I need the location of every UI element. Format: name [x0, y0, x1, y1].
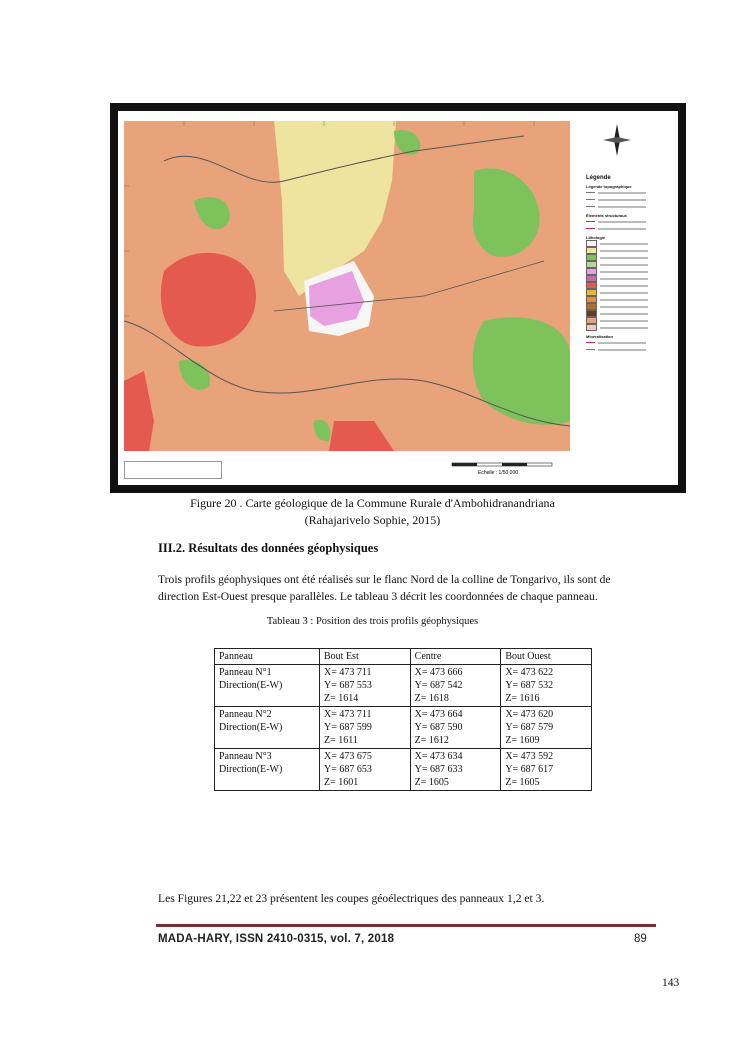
geological-map-figure [110, 103, 686, 493]
column-header: Bout Ouest [501, 649, 592, 665]
legend-section-topo: Légende topographique [586, 184, 632, 189]
north-arrow-icon [602, 123, 632, 157]
table-row [215, 707, 592, 749]
coordinates-table [214, 648, 592, 791]
bout-est-cell: X= 473 675 Y= 687 653 Z= 1601 [320, 749, 411, 791]
column-header: Panneau [215, 649, 320, 665]
panel-cell: Panneau N°1 Direction(E-W) [215, 665, 320, 707]
table-row [215, 749, 592, 791]
table-caption: Tableau 3 : Position des trois profils géophysiques [266, 616, 479, 627]
panel-cell: Panneau N°3 Direction(E-W) [215, 749, 320, 791]
bout-ouest-cell: X= 473 620 Y= 687 579 Z= 1609 [501, 707, 592, 749]
table-header-row [215, 649, 592, 665]
bout-ouest-cell: X= 473 622 Y= 687 532 Z= 1616 [501, 665, 592, 707]
legend-item [586, 203, 678, 210]
legend-swatch [586, 289, 678, 296]
journal-footer: MADA-HARY, ISSN 2410-0315, vol. 7, 2018 [158, 933, 395, 945]
legend-swatch [586, 303, 678, 310]
panel-cell: Panneau N°2 Direction(E-W) [215, 707, 320, 749]
legend-item [586, 225, 678, 232]
table-row [215, 665, 592, 707]
map-credit-box [124, 461, 222, 479]
paragraph-line: direction Est-Ouest presque parallèles. Le tableau 3 décrit les coordonnées de chaque panneau. [158, 590, 598, 603]
column-header: Bout Est [320, 649, 411, 665]
legend-swatch [586, 247, 678, 254]
journal-page-number: 89 [634, 933, 647, 945]
legend-swatch [586, 282, 678, 289]
section-heading: III.2. Résultats des données géophysiques [158, 541, 379, 555]
legend-swatch [586, 296, 678, 303]
legend-title: Légende [586, 175, 611, 181]
bout-est-cell: X= 473 711 Y= 687 553 Z= 1614 [320, 665, 411, 707]
legend-swatch [586, 310, 678, 317]
legend-swatch [586, 261, 678, 268]
legend-swatch [586, 275, 678, 282]
figure-caption-line1: Figure 20 . Carte géologique de la Commune Rurale d'Ambohidranandriana [190, 496, 555, 510]
legend-section-mineralization: Minéralisation [586, 334, 613, 339]
centre-cell: X= 473 666 Y= 687 542 Z= 1618 [410, 665, 501, 707]
map-canvas [118, 111, 678, 485]
footer-divider [156, 924, 656, 927]
legend-swatch [586, 324, 678, 331]
map-legend [586, 119, 678, 479]
legend-item [586, 218, 678, 225]
legend-item [586, 339, 678, 346]
legend-swatch [586, 240, 678, 247]
section-paragraph [158, 571, 618, 605]
legend-swatch [586, 317, 678, 324]
figure-caption-line2: (Rahajarivelo Sophie, 2015) [304, 513, 441, 527]
closing-paragraph: Les Figures 21,22 et 23 présentent les coupes géoélectriques des panneaux 1,2 et 3. [158, 892, 545, 905]
legend-section-structural: Éléments structuraux [586, 213, 627, 218]
legend-item [586, 346, 678, 353]
bout-est-cell: X= 473 711 Y= 687 599 Z= 1611 [320, 707, 411, 749]
geological-map [124, 121, 570, 451]
map-area [124, 121, 570, 451]
paragraph-line: Trois profils géophysiques ont été réalisés sur le flanc Nord de la colline de Tongarivo, ils sont de [158, 573, 611, 586]
centre-cell: X= 473 664 Y= 687 590 Z= 1612 [410, 707, 501, 749]
bout-ouest-cell: X= 473 592 Y= 687 617 Z= 1605 [501, 749, 592, 791]
column-header: Centre [410, 649, 501, 665]
centre-cell: X= 473 634 Y= 687 633 Z= 1605 [410, 749, 501, 791]
scale-bar [448, 461, 558, 477]
legend-section-lithology: Lithologie [586, 235, 606, 240]
scale-label: Echelle : 1/50 000 [477, 470, 519, 476]
legend-item [586, 189, 678, 196]
legend-swatch [586, 254, 678, 261]
legend-item [586, 196, 678, 203]
page-number: 143 [662, 977, 680, 989]
legend-swatch [586, 268, 678, 275]
